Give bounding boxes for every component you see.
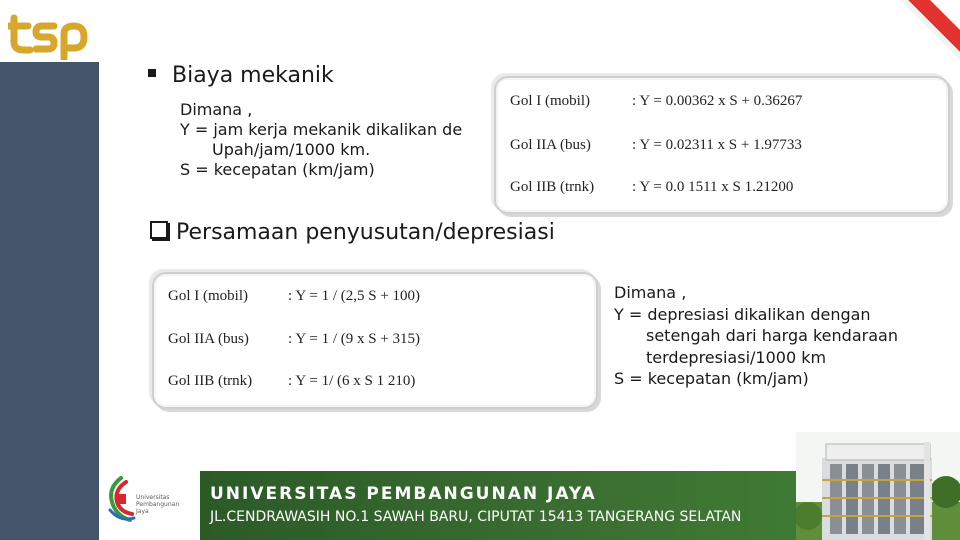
campus-building-photo (796, 432, 960, 540)
upj-logo-text: Universitas Pembangunan Jaya (136, 494, 180, 515)
equation-row: Gol I (mobil) : Y = 0.00362 x S + 0.36267 (510, 93, 803, 109)
university-address: JL.CENDRAWASIH NO.1 SAWAH BARU, CIPUTAT 15413 TANGERANG SELATAN (210, 509, 742, 525)
equation-box-biaya-mekanik (494, 76, 950, 214)
heading-biaya-mekanik: Biaya mekanik (148, 63, 334, 88)
upj-emblem-icon (104, 474, 138, 526)
equation-row: Gol IIA (bus) : Y = 1 / (9 x S + 315) (168, 331, 421, 347)
square-bullet-icon (148, 69, 156, 77)
corner-ribbon-decoration (900, 0, 960, 60)
description-biaya-mekanik: Dimana , Y = jam kerja mekanik dikalikan de Upah/jam/1000 km. S = kecepatan (km/jam) (180, 100, 463, 179)
description-penyusutan: Dimana , Y = depresiasi dikalikan dengan setengah dari harga kendaraan terdepresiasi/1000 km S = kecepatan (km/jam) (614, 283, 898, 388)
university-banner (200, 471, 796, 540)
equation-box-penyusutan (152, 272, 598, 409)
equation-row: Gol IIB (trnk) : Y = 1/ (6 x S 1 210) (168, 373, 416, 389)
checkbox-bullet-icon (150, 221, 168, 239)
heading-persamaan-penyusutan: Persamaan penyusutan/depresiasi (150, 220, 555, 245)
equation-row: Gol IIB (trnk) : Y = 0.0 1511 x S 1.21200 (510, 179, 794, 195)
upj-logo (104, 470, 196, 536)
university-name: UNIVERSITAS PEMBANGUNAN JAYA (210, 484, 597, 504)
equation-row: Gol IIA (bus) : Y = 0.02311 x S + 1.97733 (510, 137, 802, 153)
equation-row: Gol I (mobil) : Y = 1 / (2,5 S + 100) (168, 288, 421, 304)
left-sidebar-band (0, 62, 99, 540)
tsp-logo (8, 12, 90, 60)
